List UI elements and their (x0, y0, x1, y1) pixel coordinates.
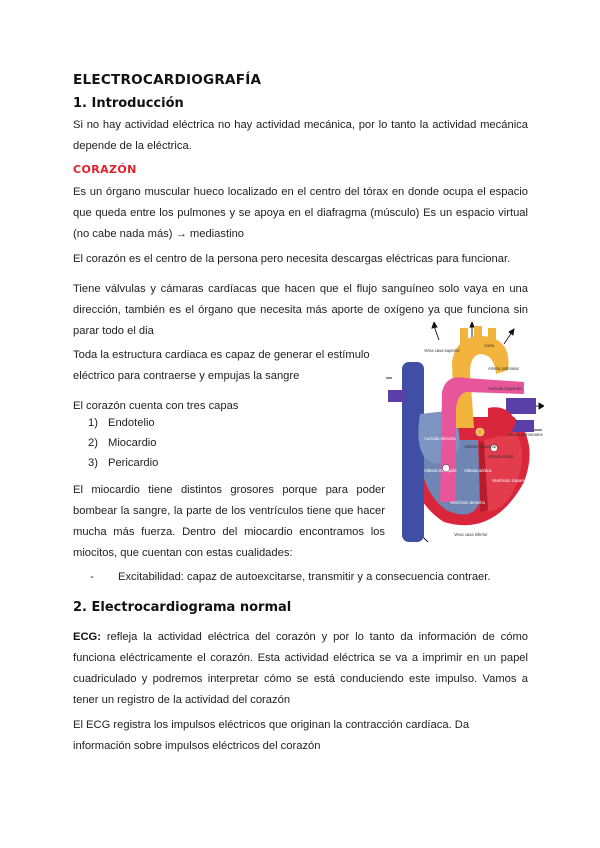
label-valvula-aortica: Válvula aórtica (464, 468, 492, 473)
label-venas-pulmonares: Venas pulmonares (508, 432, 543, 437)
cualidades-list (90, 567, 491, 588)
intro-paragraph: Si no hay actividad eléctrica no hay actividad mecánica, por lo tanto la actividad mecánica depende de la eléctrica. (73, 119, 528, 152)
corazon-paragraph-2: El corazón es el centro de la persona pero necesita descargas eléctricas para funcionar. (73, 253, 511, 265)
corazon-paragraph-6: El miocardio tiene distintos grosores porque para poder bombear la sangre, la parte de los ventrículos tiene que hacer mucha más fuerza. Dentro del miocardio encontramos los miocitos, que cuentan con estas cualidades: (73, 484, 385, 559)
label-aorta: Aorta (484, 343, 495, 348)
section-heading-introduccion: 1. Introducción (73, 96, 184, 111)
ecg-paragraph-2: El ECG registra los impulsos eléctricos que originan la contracción cardíaca. Da información sobre impulsos eléctricos del corazón (73, 719, 470, 752)
capas-list (88, 413, 158, 473)
list-item: 3) Pericardio (88, 457, 159, 469)
label-auricula-izquierda: Aurícula izquierda (488, 386, 522, 391)
ecg-term: ECG: (73, 631, 101, 643)
label-auricula-derecha: Aurícula derecha (424, 436, 456, 441)
label-valvula-mitral: Válvula mitral (488, 454, 514, 459)
label-ventriculo-derecho: Ventrículo derecho (450, 500, 485, 505)
label-vena-cava-superior: Vena cava superior (424, 348, 460, 353)
label-ventriculo-izquierdo: Ventrículo izquierdo (492, 478, 529, 483)
list-item: 2) Miocardio (88, 437, 157, 449)
vena-cava-tube (402, 362, 424, 542)
heart-diagram (384, 322, 544, 544)
ecg-definition: refleja la actividad eléctrica del corazón y por lo tanto da información de cómo funciona eléctricamente el corazón. Esta actividad eléctrica se va a imprimir en un papel cuadriculado y podremos interpretar cómo se está conduciendo este impulso. Vamos a tener un registro de la actividad del corazón (73, 631, 528, 706)
corazon-paragraph-3: Tiene válvulas y cámaras cardíacas que hacen que el flujo sanguíneo solo vaya en una dirección, también es el órgano que necesita más aporte de oxígeno ya que funciona sin parar todo el dia (73, 283, 528, 337)
document-title: ELECTROCARDIOGRAFÍA (73, 72, 262, 88)
ecg-paragraph (73, 627, 528, 711)
label-valvula-tricuspide: Válvula tricúspide (424, 468, 457, 473)
label-vena-cava-inferior: Vena cava inferior (454, 532, 488, 537)
corazon-heading: CORAZÓN (73, 163, 137, 176)
list-item: 1) Endotelio (88, 417, 155, 429)
label-arteria-pulmonar: Arteria pulmonar (488, 366, 519, 371)
section-heading-electrocardiograma: 2. Electrocardiograma normal (73, 600, 292, 615)
corazon-paragraph-4: Toda la estructura cardiaca es capaz de generar el estímulo eléctrico para contraerse y empujas la sangre (73, 349, 370, 382)
label-valvula-pulmonar: Válvula pulmonar (464, 444, 497, 449)
list-item: - Excitabilidad: capaz de autoexcitarse, transmitir y a consecuencia contraer. (90, 571, 491, 583)
corazon-paragraph-5: El corazón cuenta con tres capas (73, 400, 239, 412)
corazon-paragraph-1: Es un órgano muscular hueco localizado en el centro del tórax en donde ocupa el espacio que queda entre los pulmones y se apoya en el diafragma (músculo) Es un espacio virtual (no cabe nada más) → mediastino (73, 186, 528, 240)
